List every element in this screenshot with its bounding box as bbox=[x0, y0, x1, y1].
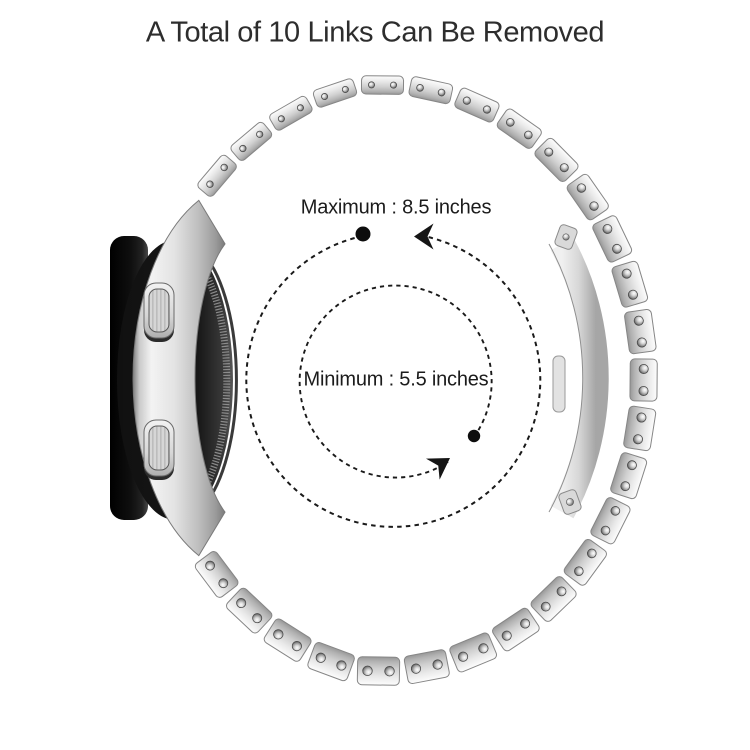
page-title: A Total of 10 Links Can Be Removed bbox=[145, 16, 605, 49]
watch-button-upper bbox=[144, 283, 174, 342]
link-pin bbox=[639, 386, 648, 395]
link-pin bbox=[363, 666, 373, 676]
link-pin bbox=[639, 364, 648, 373]
band-link bbox=[562, 538, 608, 587]
band-link bbox=[453, 87, 500, 124]
band-link bbox=[194, 550, 240, 599]
band-link bbox=[589, 496, 631, 545]
band-link bbox=[495, 107, 543, 150]
band-link bbox=[225, 586, 274, 634]
minimum-label: Minimum : 5.5 inches bbox=[303, 368, 489, 391]
watch-button-lower bbox=[144, 420, 174, 480]
band-link bbox=[263, 617, 313, 663]
band-link bbox=[533, 136, 580, 183]
link-pin bbox=[368, 82, 374, 88]
band-link bbox=[591, 214, 633, 263]
watch-side-view bbox=[110, 200, 236, 555]
band-link bbox=[307, 641, 356, 682]
band-link bbox=[448, 632, 497, 674]
link-pin bbox=[385, 666, 395, 676]
band-link bbox=[491, 607, 541, 653]
link-pin bbox=[390, 82, 396, 88]
band-link bbox=[404, 649, 450, 684]
band-link bbox=[196, 153, 238, 198]
band-clasp bbox=[549, 224, 596, 516]
band-link bbox=[565, 173, 610, 222]
band-link bbox=[630, 359, 657, 401]
band-link bbox=[624, 309, 657, 354]
marker-dot-inner bbox=[468, 430, 480, 442]
band-link bbox=[312, 78, 358, 109]
band-link bbox=[268, 95, 314, 132]
band-link bbox=[408, 76, 453, 104]
band-link bbox=[529, 575, 578, 623]
band-link bbox=[610, 452, 648, 500]
band-link bbox=[357, 657, 399, 686]
band-link bbox=[361, 76, 403, 95]
clasp-release-tab bbox=[553, 356, 565, 412]
arrow-icon-inner bbox=[426, 448, 457, 480]
arrow-icon-outer bbox=[414, 224, 434, 250]
band-link bbox=[611, 260, 649, 308]
maximum-label: Maximum : 8.5 inches bbox=[300, 196, 492, 219]
band-link bbox=[623, 406, 656, 452]
marker-dot-outer bbox=[356, 227, 371, 242]
band-link bbox=[229, 121, 273, 163]
